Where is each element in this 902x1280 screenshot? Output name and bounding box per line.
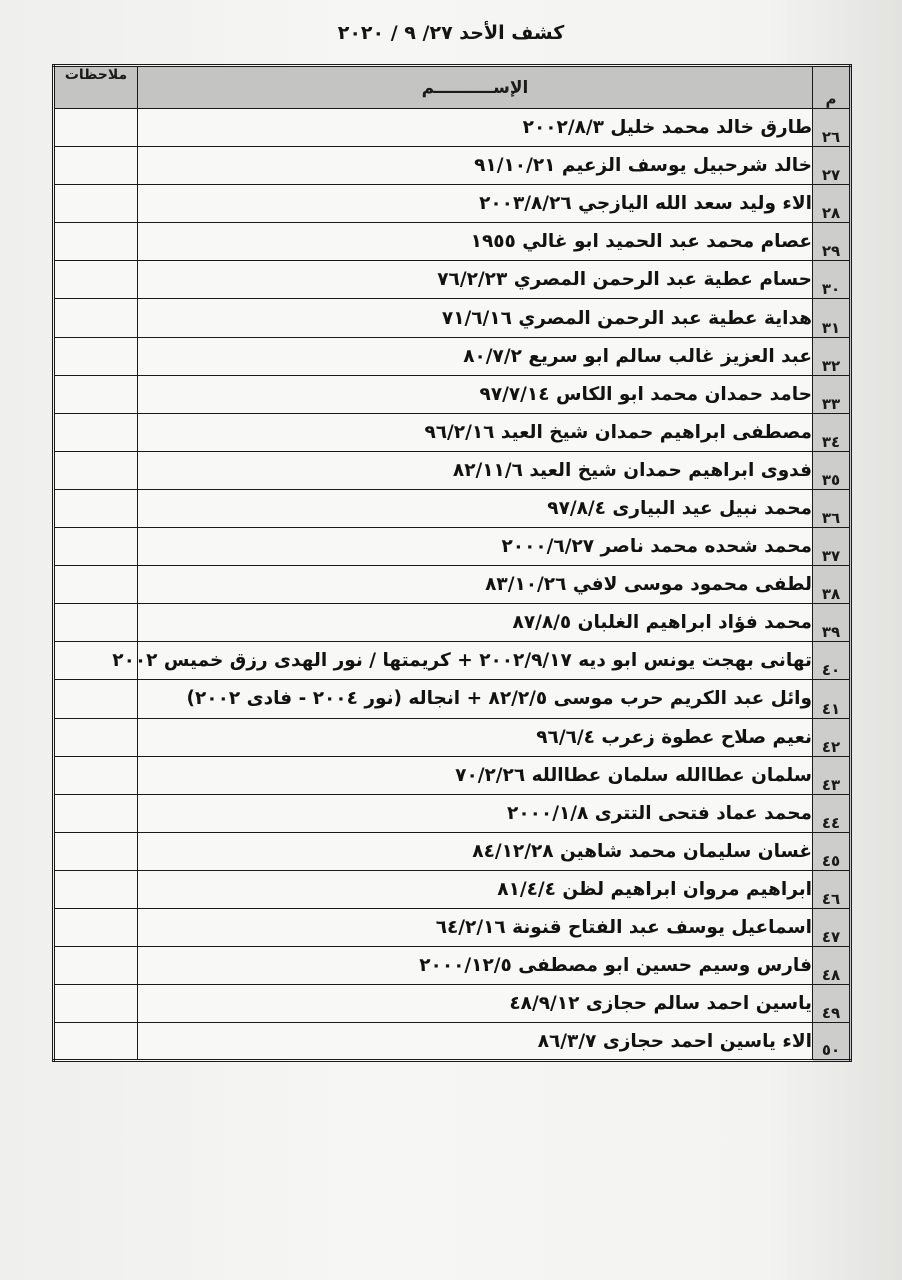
table-row: [54, 566, 851, 604]
table-row: [54, 680, 851, 718]
row-number: ٤٠: [813, 642, 851, 680]
row-name: سلمان عطاالله سلمان عطاالله ٧٠/٢/٢٦: [138, 756, 813, 794]
row-name: مصطفى ابراهيم حمدان شيخ العيد ٩٦/٢/١٦: [138, 413, 813, 451]
table-row: [54, 185, 851, 223]
table-row: [54, 870, 851, 908]
row-number: ٣٨: [813, 566, 851, 604]
row-name: عصام محمد عبد الحميد ابو غالي ١٩٥٥: [138, 223, 813, 261]
row-name: الاء ياسين احمد حجازى ٨٦/٣/٧: [138, 1023, 813, 1061]
table-row: [54, 147, 851, 185]
row-number: ٤٤: [813, 794, 851, 832]
row-name: حامد حمدان محمد ابو الكاس ٩٧/٧/١٤: [138, 375, 813, 413]
row-name: نعيم صلاح عطوة زعرب ٩٦/٦/٤: [138, 718, 813, 756]
table-row: [54, 261, 851, 299]
row-number: ٤٢: [813, 718, 851, 756]
table-row: [54, 337, 851, 375]
row-name: محمد نبيل عيد البيارى ٩٧/٨/٤: [138, 489, 813, 527]
row-notes: [54, 718, 138, 756]
row-number: ٣٠: [813, 261, 851, 299]
row-notes: [54, 794, 138, 832]
table-row: [54, 604, 851, 642]
table-row: [54, 832, 851, 870]
table-row: [54, 109, 851, 147]
row-number: ٤٦: [813, 870, 851, 908]
row-name: محمد شحده محمد ناصر ٢٠٠٠/٦/٢٧: [138, 528, 813, 566]
row-notes: [54, 147, 138, 185]
table-row: [54, 299, 851, 337]
table-row: [54, 489, 851, 527]
row-notes: [54, 375, 138, 413]
row-notes: [54, 528, 138, 566]
row-name: الاء وليد سعد الله اليازجي ٢٠٠٣/٨/٢٦: [138, 185, 813, 223]
row-number: ٤٣: [813, 756, 851, 794]
row-number: ٢٨: [813, 185, 851, 223]
table-row: [54, 756, 851, 794]
row-name: اسماعيل يوسف عبد الفتاح قنونة ٦٤/٢/١٦: [138, 908, 813, 946]
table-body: [54, 109, 851, 1061]
table-row: [54, 375, 851, 413]
row-name: ابراهيم مروان ابراهيم لظن ٨١/٤/٤: [138, 870, 813, 908]
row-name: خالد شرحبيل يوسف الزعيم ٩١/١٠/٢١: [138, 147, 813, 185]
row-number: ٣٩: [813, 604, 851, 642]
row-number: ٤٧: [813, 908, 851, 946]
row-name: محمد عماد فتحى التترى ٢٠٠٠/١/٨: [138, 794, 813, 832]
row-number: ٣١: [813, 299, 851, 337]
row-number: ٢٩: [813, 223, 851, 261]
row-name: تهانى بهجت يونس ابو ديه ٢٠٠٢/٩/١٧ + كريمتها / نور الهدى رزق خميس ٢٠٠٢: [138, 642, 813, 680]
row-number: ٣٥: [813, 451, 851, 489]
table-row: [54, 718, 851, 756]
table-row: [54, 794, 851, 832]
document-title: كشف الأحد ٢٧/ ٩ / ٢٠٢٠: [337, 22, 565, 44]
row-notes: [54, 756, 138, 794]
row-notes: [54, 604, 138, 642]
row-name: عبد العزيز غالب سالم ابو سريع ٨٠/٧/٢: [138, 337, 813, 375]
row-notes: [54, 185, 138, 223]
row-number: ٢٧: [813, 147, 851, 185]
row-number: ٣٧: [813, 528, 851, 566]
row-name: وائل عبد الكريم حرب موسى ٨٢/٢/٥ + انجاله (نور ٢٠٠٤ - فادى ٢٠٠٢): [138, 680, 813, 718]
row-notes: [54, 985, 138, 1023]
row-number: ٤١: [813, 680, 851, 718]
row-number: ٢٦: [813, 109, 851, 147]
row-name: غسان سليمان محمد شاهين ٨٤/١٢/٢٨: [138, 832, 813, 870]
column-header-name: الإســــــــــم: [138, 66, 813, 109]
table-row: [54, 528, 851, 566]
row-notes: [54, 299, 138, 337]
row-number: ٤٩: [813, 985, 851, 1023]
table-row: [54, 985, 851, 1023]
table-header-row: [54, 66, 851, 109]
row-number: ٣٣: [813, 375, 851, 413]
table-row: [54, 223, 851, 261]
row-name: حسام عطية عبد الرحمن المصري ٧٦/٢/٢٣: [138, 261, 813, 299]
table-row: [54, 642, 851, 680]
row-notes: [54, 832, 138, 870]
column-header-number: م: [813, 66, 851, 109]
row-notes: [54, 489, 138, 527]
row-number: ٤٥: [813, 832, 851, 870]
row-name: محمد فؤاد ابراهيم الغلبان ٨٧/٨/٥: [138, 604, 813, 642]
row-notes: [54, 680, 138, 718]
row-notes: [54, 947, 138, 985]
row-name: هداية عطية عبد الرحمن المصري ٧١/٦/١٦: [138, 299, 813, 337]
row-number: ٤٨: [813, 947, 851, 985]
table-row: [54, 451, 851, 489]
row-name: طارق خالد محمد خليل ٢٠٠٢/٨/٣: [138, 109, 813, 147]
row-notes: [54, 223, 138, 261]
row-name: فارس وسيم حسين ابو مصطفى ٢٠٠٠/١٢/٥: [138, 947, 813, 985]
row-notes: [54, 261, 138, 299]
row-notes: [54, 566, 138, 604]
row-notes: [54, 337, 138, 375]
row-name: فدوى ابراهيم حمدان شيخ العيد ٨٢/١١/٦: [138, 451, 813, 489]
row-number: ٣٦: [813, 489, 851, 527]
row-notes: [54, 908, 138, 946]
row-notes: [54, 870, 138, 908]
row-notes: [54, 1023, 138, 1061]
table-row: [54, 413, 851, 451]
row-notes: [54, 413, 138, 451]
roster-table: [52, 64, 852, 1062]
row-notes: [54, 109, 138, 147]
row-number: ٥٠: [813, 1023, 851, 1061]
table-row: [54, 1023, 851, 1061]
row-notes: [54, 451, 138, 489]
row-number: ٣٢: [813, 337, 851, 375]
table-row: [54, 947, 851, 985]
row-number: ٣٤: [813, 413, 851, 451]
table-row: [54, 908, 851, 946]
row-name: لطفى محمود موسى لافي ٨٣/١٠/٢٦: [138, 566, 813, 604]
column-header-notes: ملاحظات: [54, 66, 138, 109]
row-name: ياسين احمد سالم حجازى ٤٨/٩/١٢: [138, 985, 813, 1023]
